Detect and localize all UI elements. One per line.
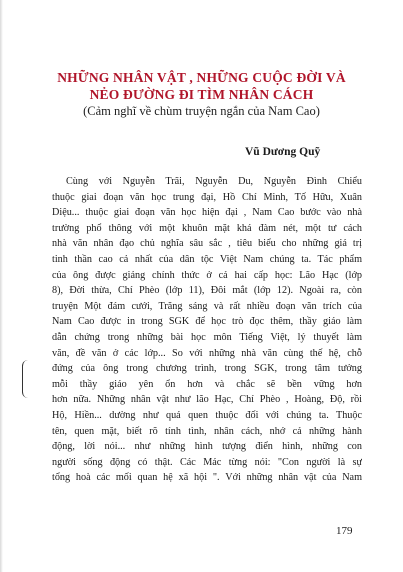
body-line: tổng hoà các mối quan hệ xã hội ". Với những nhân vật của Nam <box>52 472 362 484</box>
body-line: tinh thần cao cả nhất của dân tộc Việt Nam chúng ta. Tác phẩm <box>52 253 362 265</box>
body-line: người sống động có thật. Các Mác từng nói: "Con người là sự <box>52 456 362 468</box>
subtitle: (Cảm nghĩ về chùm truyện ngắn của Nam Cao) <box>83 104 320 118</box>
body-line: Cùng với Nguyễn Trãi, Nguyễn Du, Nguyễn Đình Chiểu <box>66 176 362 187</box>
body-line: Diệu... thuộc giai đoạn văn học hiện đại , Nam Cao bước vào nhà <box>52 207 362 219</box>
body-line: tên, quen mặt, biết rõ tính tình, nhân cách, nhớ cả những hành <box>52 425 362 437</box>
body-line: Nam Cao được in trong SGK để học trò đọc thêm, thầy giáo làm <box>52 316 362 328</box>
body-line: động, lời nói... như những hình tượng điển hình, những con <box>52 441 362 453</box>
body-line: 8), Đời thừa, Chí Phèo (lớp 11), Đôi mắt (lớp 12). Ngoài ra, còn <box>52 285 362 297</box>
author-name: Vũ Dương Quỹ <box>245 146 321 158</box>
page-number: 179 <box>336 525 353 537</box>
body-line: văn, đề văn ở các lớp... So với những nhà văn cùng thế hệ, chỗ <box>52 347 362 359</box>
body-line: hơn nữa. Những nhân vật như lão Hạc, Chí Phèo , Hoàng, Độ, rồi <box>52 394 362 406</box>
body-line: đứng của ông trong chương trình, trong SGK, trong tâm tưởng <box>52 363 362 375</box>
title-line-2: NẺO ĐƯỜNG ĐI TÌM NHÂN CÁCH <box>89 87 314 102</box>
body-paragraph <box>52 174 362 486</box>
body-line: Hộ, Hiền... dường như quá quen thuộc đối với chúng ta. Thuộc <box>52 409 362 421</box>
body-line: mỗi thầy giáo yên ổn hơn và chắc sẽ bền vững hơn <box>52 378 362 390</box>
body-line: truyện Một đám cưới, Trăng sáng và rất nhiều đoạn văn trích của <box>52 300 362 312</box>
body-line: dẫn chứng trong những bài học môn Tiếng Việt, lý thuyết làm <box>52 331 362 343</box>
body-line: thuộc giai đoạn văn học trung đại, Hồ Chí Minh, Tố Hữu, Xuân <box>52 191 362 203</box>
body-line: nhà văn nhân đạo chủ nghĩa sâu sắc , tiêu biểu cho những giá trị <box>52 238 362 250</box>
title-line-1: NHỮNG NHÂN VẬT , NHỮNG CUỘC ĐỜI VÀ <box>57 70 346 85</box>
body-line: của ông được giảng chính thức ở cả hai cấp học: Lão Hạc (lớp <box>52 269 362 281</box>
body-line: trường phổ thông với một khuôn mặt khá đàm nét, một tư cách <box>52 222 362 234</box>
margin-bracket-mark <box>22 360 29 398</box>
